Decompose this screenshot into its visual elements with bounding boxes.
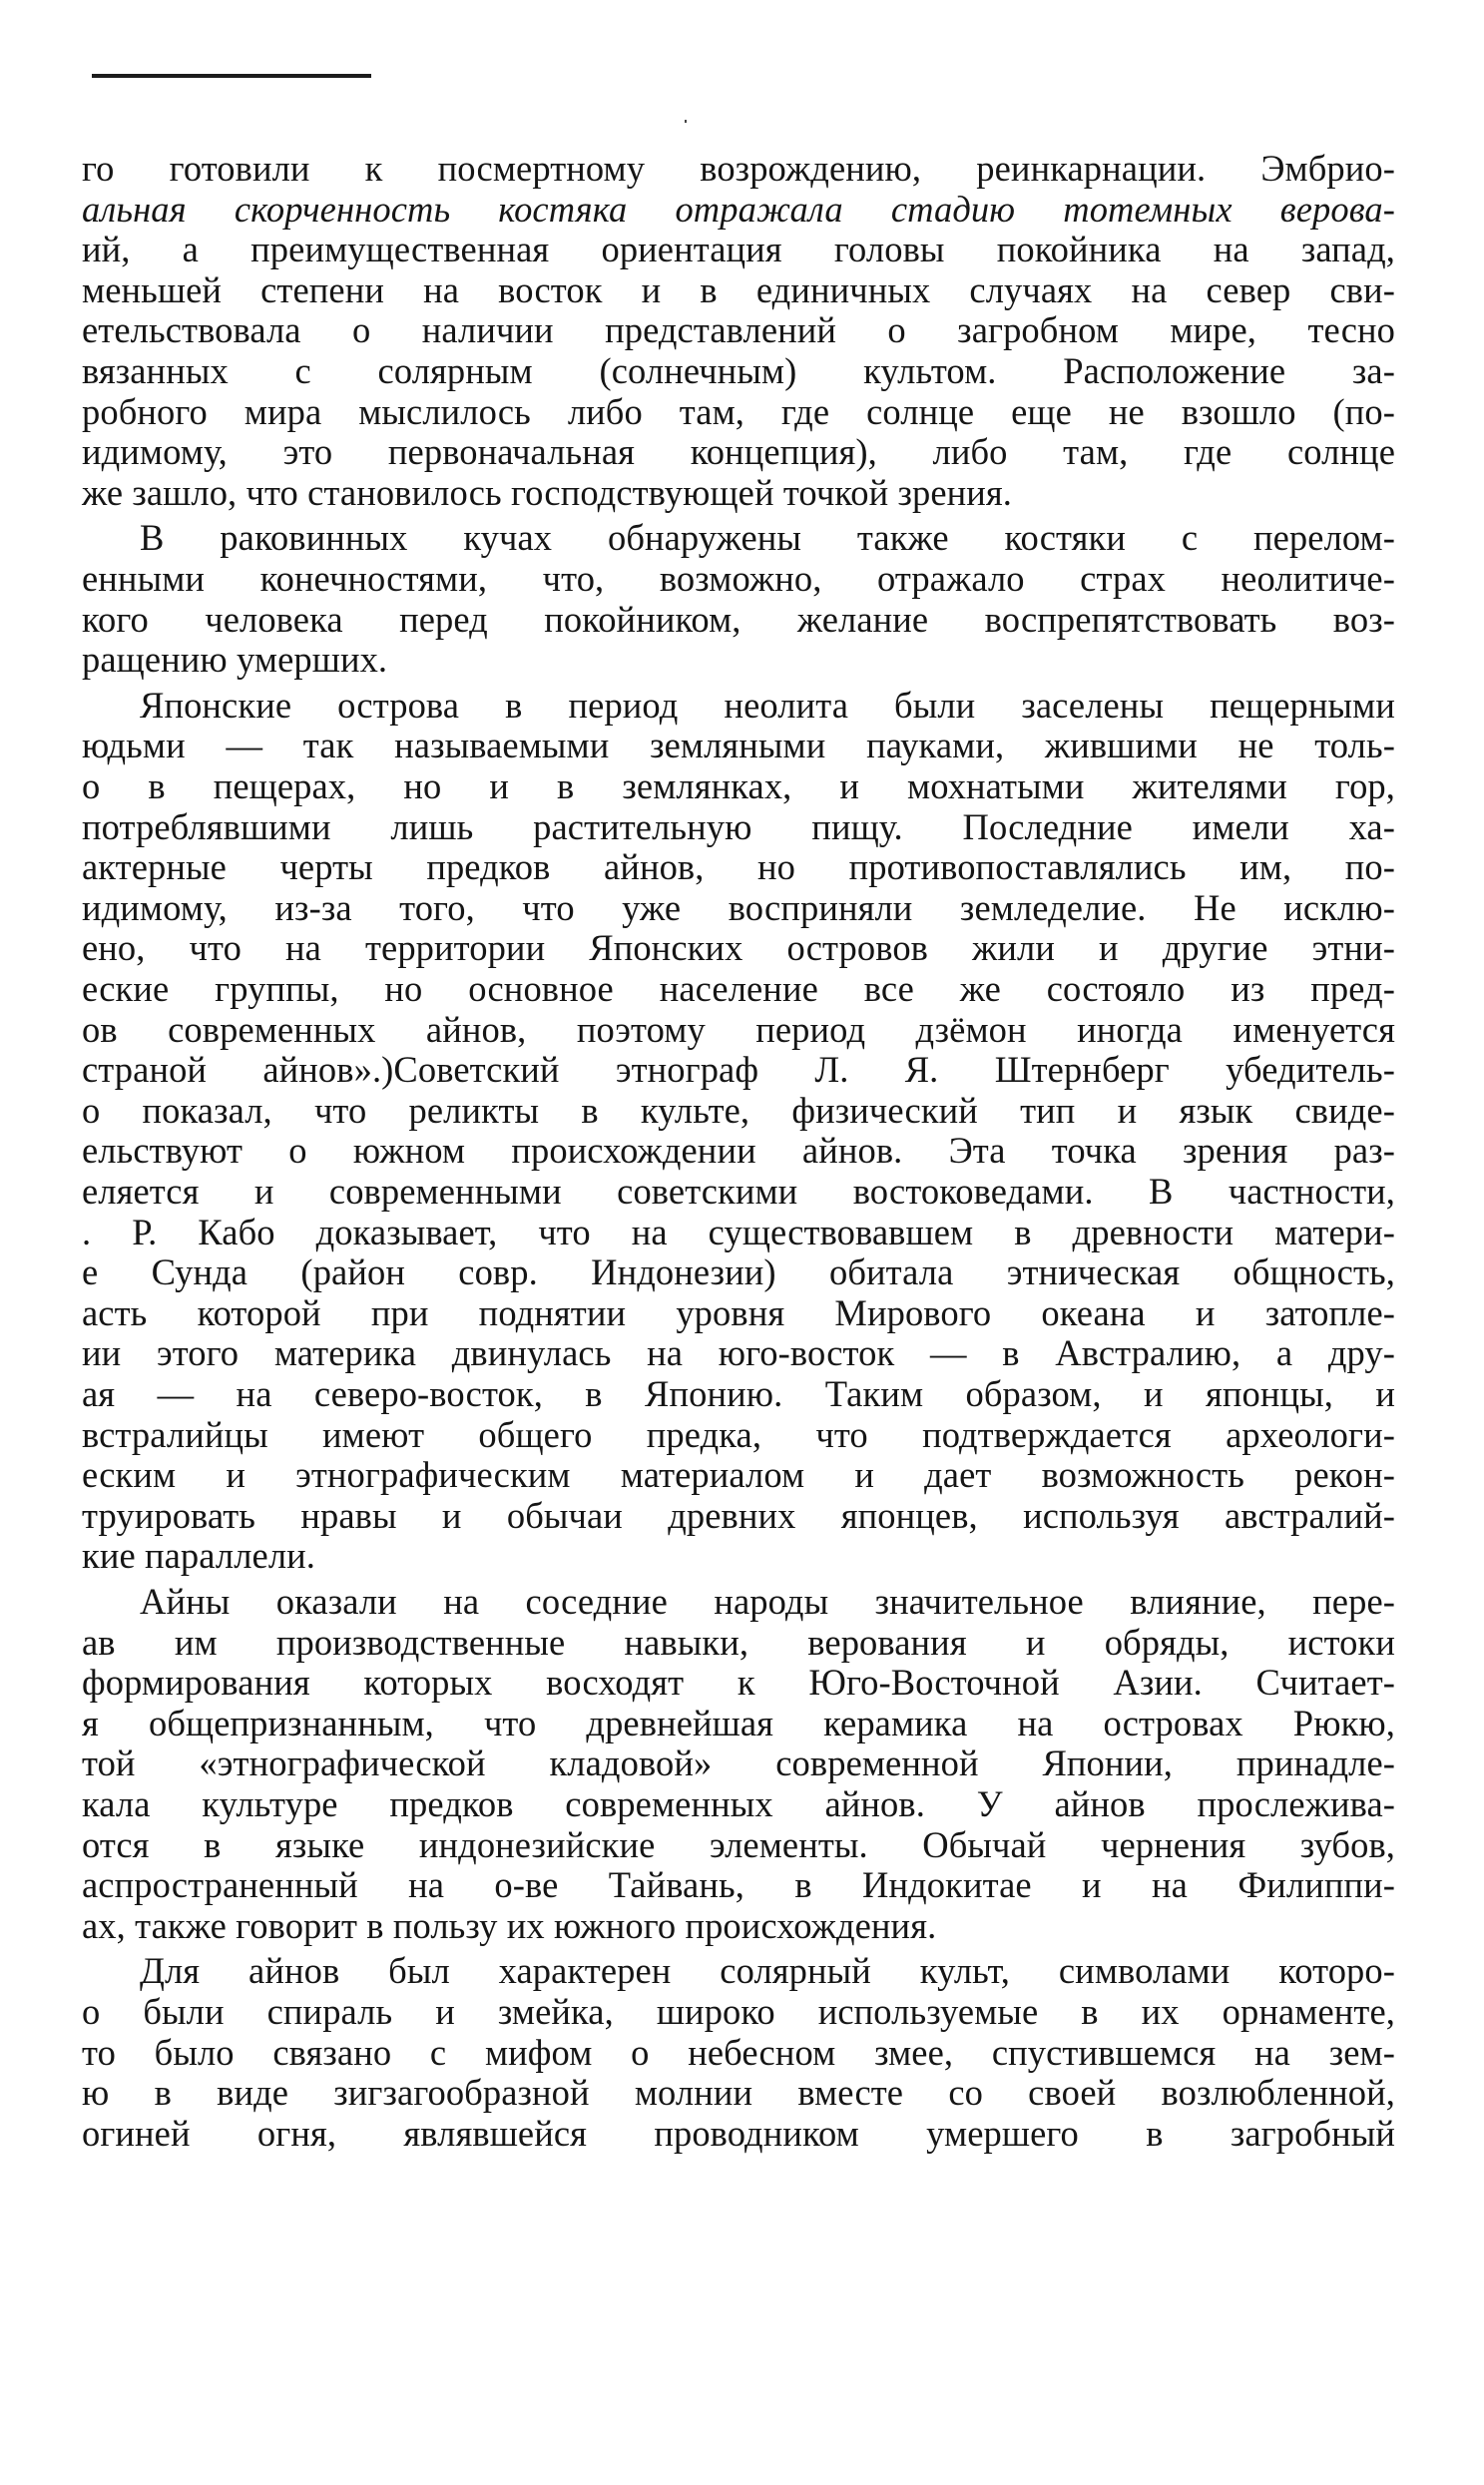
- text-line: асть которой при поднятии уровня Мирового океана и затопле-: [82, 1291, 1395, 1333]
- paragraph-first-line: Айны оказали на соседние народы значительное влияние, пере-: [140, 1581, 1395, 1622]
- paragraph-first-line: Японские острова в период неолита были заселены пещерными: [140, 684, 1395, 726]
- text-line: ельствуют о южном происхождении айнов. Эта точка зрения раз-: [82, 1130, 1395, 1172]
- text-line: етельствовала о наличии представлений о загробном мире, тесно: [82, 309, 1395, 351]
- text-line: ов современных айнов, поэтому период дзёмон иногда именуется: [82, 1008, 1395, 1050]
- text-line: вязанных с солярным (солнечным) культом. Расположение за-: [82, 350, 1395, 391]
- text-line: кие параллели.: [82, 1535, 315, 1577]
- text-line: [82, 187, 1395, 233]
- text-line: я общепризнанным, что древнейшая керамика на островах Рюкю,: [82, 1702, 1395, 1743]
- text-line: потреблявшими лишь растительную пищу. Последние имели ха-: [82, 805, 1395, 847]
- text-line: отся в языке индонезийские элементы. Обычай чернения зубов,: [82, 1823, 1395, 1865]
- text-line: ав им производственные навыки, верования и обряды, истоки: [82, 1621, 1395, 1663]
- text-line: кала культуре предков современных айнов. У айнов прослежива-: [82, 1783, 1395, 1824]
- text-line: труировать нравы и обычаи древних японцев, используя австралий-: [82, 1494, 1395, 1536]
- text-line: то было связано с мифом о небесном змее, спустившемся на зем-: [82, 2031, 1395, 2073]
- header-rule: [92, 74, 371, 78]
- text-line: формирования которых восходят к Юго-Восточной Азии. Считает-: [82, 1662, 1395, 1704]
- text-line: о в пещерах, но и в землянках, и мохнатыми жителями гор,: [82, 765, 1395, 806]
- text-line: кого человека перед покойником, желание воспрепятствовать воз-: [82, 598, 1395, 640]
- text-line: ах, также говорит в пользу их южного происхождения.: [82, 1904, 937, 1946]
- text-line: встралийцы имеют общего предка, что подтверждается археологи-: [82, 1413, 1395, 1455]
- text-line: еляется и современными советскими востоковедами. В частности,: [82, 1171, 1395, 1212]
- text-line: идимому, это первоначальная концепция), либо там, где солнце: [82, 431, 1395, 473]
- paragraph-first-line: В раковинных кучах обнаружены также костяки с перелом-: [140, 517, 1395, 559]
- text-line-italic: альная скорченность костяка отражала стадию тотемных верова-: [82, 188, 1395, 230]
- text-line: юдьми — так называемыми земляными пауками, жившими не толь-: [82, 725, 1395, 766]
- text-line: ий, а преимущественная ориентация головы покойника на запад,: [82, 229, 1395, 270]
- text-line: о были спираль и змейка, широко используемые в их орнаменте,: [82, 1991, 1395, 2032]
- text-line: меньшей степени на восток и в единичных случаях на север сви-: [82, 268, 1395, 310]
- text-line: ии этого материка двинулась на юго-восток — в Австралию, а дру-: [82, 1332, 1395, 1374]
- text-line: ено, что на территории Японских островов жили и другие этни-: [82, 927, 1395, 969]
- text-line: еским и этнографическим материалом и дает возможность рекон-: [82, 1454, 1395, 1496]
- text-line: идимому, из-за того, что уже восприняли земледелие. Не исклю-: [82, 886, 1395, 928]
- text-line: страной айнов».)Советский этнограф Л. Я. Штернберг убедитель-: [82, 1049, 1395, 1091]
- text-line: ю в виде зигзагообразной молнии вместе со своей возлюбленной,: [82, 2072, 1395, 2114]
- text-line: . Р. Кабо доказывает, что на существовавшем в древности матери-: [82, 1211, 1395, 1252]
- text-line: ращению умерших.: [82, 639, 388, 681]
- text-line: о показал, что реликты в культе, физический тип и язык свиде-: [82, 1089, 1395, 1131]
- text-line: робного мира мыслилось либо там, где солнце еще не взошло (по-: [82, 390, 1395, 432]
- paragraph-first-line: Для айнов был характерен солярный культ, символами которо-: [140, 1950, 1395, 1992]
- text-line: той «этнографической кладовой» современной Японии, принадле-: [82, 1742, 1395, 1784]
- text-line: ая — на северо-восток, в Японию. Таким образом, и японцы, и: [82, 1373, 1395, 1414]
- text-line: аспространенный на о-ве Тайвань, в Индокитае и на Филиппи-: [82, 1864, 1395, 1906]
- text-line: го готовили к посмертному возрождению, реинкарнации. Эмбрио-: [82, 148, 1395, 189]
- text-line: актерные черты предков айнов, но противопоставлялись им, по-: [82, 846, 1395, 888]
- text-line: енными конечностями, что, возможно, отражало страх неолитиче-: [82, 558, 1395, 599]
- text-line: огиней огня, являвшейся проводником умершего в загробный: [82, 2112, 1395, 2154]
- text-line: же зашло, что становилось господствующей точкой зрения.: [82, 471, 1013, 513]
- text-line: еские группы, но основное население все же состояло из пред-: [82, 968, 1395, 1009]
- text-line: е Сунда (район совр. Индонезии) обитала этническая общность,: [82, 1251, 1395, 1293]
- print-speck: [685, 120, 687, 123]
